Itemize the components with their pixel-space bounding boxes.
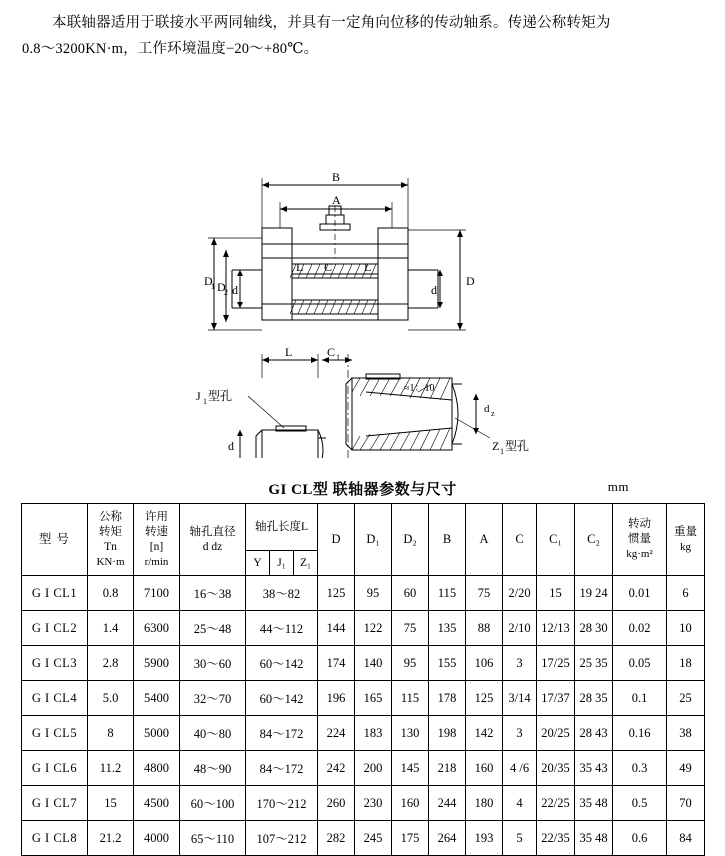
cell-bore-diameter: 40～80 — [180, 716, 246, 751]
cell-B: 155 — [429, 646, 466, 681]
cell-speed: 7100 — [134, 576, 180, 611]
cell-model: G I CL6 — [22, 751, 88, 786]
cell-A: 160 — [466, 751, 503, 786]
cell-torque: 21.2 — [88, 821, 134, 856]
cell-bore-length: 60～142 — [246, 646, 318, 681]
cell-D1: 95 — [355, 576, 392, 611]
svg-text:型孔: 型孔 — [208, 389, 233, 403]
cell-speed: 6300 — [134, 611, 180, 646]
cell-bore-diameter: 25～48 — [180, 611, 246, 646]
cell-A: 193 — [466, 821, 503, 856]
col-header-model: 型 号 — [22, 504, 88, 576]
cell-C1: 20/35 — [537, 751, 575, 786]
cell-bore-diameter: 48～90 — [180, 751, 246, 786]
cell-D: 224 — [318, 716, 355, 751]
table-row — [22, 611, 705, 646]
cell-weight: 49 — [667, 751, 705, 786]
dim-label-A: A — [332, 193, 341, 207]
cell-bore-diameter: 30～60 — [180, 646, 246, 681]
cell-C: 4 /6 — [503, 751, 537, 786]
cell-D2: 60 — [392, 576, 429, 611]
cell-D1: 122 — [355, 611, 392, 646]
cell-bore-diameter: 32～70 — [180, 681, 246, 716]
cell-D1: 140 — [355, 646, 392, 681]
table-row — [22, 576, 705, 611]
cell-B: 135 — [429, 611, 466, 646]
col-header-A: A — [466, 504, 503, 576]
col-header-bore-length: 轴孔长度L — [246, 504, 318, 551]
cell-bore-length: 170～212 — [246, 786, 318, 821]
cell-A: 75 — [466, 576, 503, 611]
svg-text:1: 1 — [211, 282, 215, 291]
cell-C2: 19 24 — [575, 576, 613, 611]
intro-line-2: 0.8～3200KN·m，工作环境温度−20～+80℃。 — [22, 41, 319, 57]
dim-label-L-right: L — [364, 260, 372, 274]
cell-torque: 0.8 — [88, 576, 134, 611]
cell-D1: 200 — [355, 751, 392, 786]
taper-label: ≈1：10 — [404, 383, 435, 394]
cell-inertia: 0.3 — [613, 751, 667, 786]
cell-C1: 12/13 — [537, 611, 575, 646]
cell-D: 196 — [318, 681, 355, 716]
cell-C1: 17/25 — [537, 646, 575, 681]
cell-B: 178 — [429, 681, 466, 716]
cell-C2: 35 43 — [575, 751, 613, 786]
cell-model: G I CL5 — [22, 716, 88, 751]
cell-C2: 25 35 — [575, 646, 613, 681]
cell-bore-length: 84～172 — [246, 716, 318, 751]
cell-inertia: 0.5 — [613, 786, 667, 821]
cell-weight: 6 — [667, 576, 705, 611]
table-row — [22, 786, 705, 821]
cell-C: 3 — [503, 716, 537, 751]
dim-label-d-left: d — [232, 283, 238, 297]
intro-line-1: 本联轴器适用于联接水平两同轴线，并具有一定角向位移的传动轴系。传递公称转矩为 — [52, 15, 611, 31]
cell-C: 4 — [503, 786, 537, 821]
cell-C: 2/10 — [503, 611, 537, 646]
cell-D: 260 — [318, 786, 355, 821]
cell-D: 282 — [318, 821, 355, 856]
cell-A: 88 — [466, 611, 503, 646]
cell-D1: 245 — [355, 821, 392, 856]
cell-torque: 1.4 — [88, 611, 134, 646]
cell-inertia: 0.16 — [613, 716, 667, 751]
cell-B: 244 — [429, 786, 466, 821]
cell-bore-diameter: 65～110 — [180, 821, 246, 856]
cell-B: 218 — [429, 751, 466, 786]
svg-text:型孔: 型孔 — [505, 439, 530, 453]
cell-inertia: 0.05 — [613, 646, 667, 681]
cell-inertia: 0.6 — [613, 821, 667, 856]
cell-model: G I CL2 — [22, 611, 88, 646]
table-caption — [0, 478, 725, 499]
cell-weight: 38 — [667, 716, 705, 751]
cell-speed: 4000 — [134, 821, 180, 856]
cell-D: 174 — [318, 646, 355, 681]
cell-D2: 75 — [392, 611, 429, 646]
cell-D1: 230 — [355, 786, 392, 821]
cell-A: 180 — [466, 786, 503, 821]
cell-bore-diameter: 16～38 — [180, 576, 246, 611]
cell-speed: 5000 — [134, 716, 180, 751]
col-header-bore-J1: J₁ — [270, 551, 294, 576]
col-header-bore-Z1: Z₁ — [294, 551, 318, 576]
svg-text:1: 1 — [203, 397, 207, 406]
cell-bore-length: 60～142 — [246, 681, 318, 716]
cell-D2: 115 — [392, 681, 429, 716]
cell-C2: 28 43 — [575, 716, 613, 751]
col-header-C: C — [503, 504, 537, 576]
cell-model: G I CL8 — [22, 821, 88, 856]
cell-A: 125 — [466, 681, 503, 716]
spec-table-container — [21, 503, 704, 856]
cell-C1: 20/25 — [537, 716, 575, 751]
cell-model: G I CL4 — [22, 681, 88, 716]
cell-C1: 22/25 — [537, 786, 575, 821]
col-header-bore-Y: Y — [246, 551, 270, 576]
col-header-D: D — [318, 504, 355, 576]
dim-label-C: C — [324, 260, 333, 274]
dim-label-D1: D — [204, 274, 213, 288]
cell-torque: 8 — [88, 716, 134, 751]
svg-text:2: 2 — [224, 288, 228, 297]
cell-speed: 5900 — [134, 646, 180, 681]
cell-C: 3/14 — [503, 681, 537, 716]
col-header-speed: 许用 转速 [n] r/min — [134, 504, 180, 576]
dim-label-d-right: d — [431, 283, 437, 297]
cell-weight: 84 — [667, 821, 705, 856]
table-row — [22, 646, 705, 681]
dim-label-B: B — [332, 170, 341, 184]
cell-D2: 160 — [392, 786, 429, 821]
cell-weight: 10 — [667, 611, 705, 646]
spec-table-body — [22, 576, 705, 856]
col-header-bore-diameter: 轴孔直径 d dz — [180, 504, 246, 576]
cell-C1: 15 — [537, 576, 575, 611]
coupling-spec-table — [21, 503, 705, 856]
cell-torque: 15 — [88, 786, 134, 821]
cell-C: 5 — [503, 821, 537, 856]
cell-C: 2/20 — [503, 576, 537, 611]
cell-inertia: 0.01 — [613, 576, 667, 611]
cell-B: 115 — [429, 576, 466, 611]
cell-model: G I CL1 — [22, 576, 88, 611]
cell-A: 142 — [466, 716, 503, 751]
svg-text:z: z — [491, 409, 495, 418]
cell-D2: 175 — [392, 821, 429, 856]
cell-D2: 145 — [392, 751, 429, 786]
cell-C2: 28 30 — [575, 611, 613, 646]
cell-D: 242 — [318, 751, 355, 786]
cell-C2: 35 48 — [575, 821, 613, 856]
cell-weight: 70 — [667, 786, 705, 821]
col-header-C2: C₂ — [575, 504, 613, 576]
col-header-B: B — [429, 504, 466, 576]
col-header-torque: 公称 转矩 Tn KN·m — [88, 504, 134, 576]
table-row — [22, 821, 705, 856]
table-row — [22, 681, 705, 716]
dim-label-C1: C — [327, 345, 336, 359]
table-row — [22, 751, 705, 786]
cell-model: G I CL3 — [22, 646, 88, 681]
coupling-technical-drawing — [0, 78, 725, 458]
cell-weight: 25 — [667, 681, 705, 716]
cell-torque: 5.0 — [88, 681, 134, 716]
dim-label-D: D — [466, 274, 475, 288]
cell-bore-diameter: 60～100 — [180, 786, 246, 821]
cell-inertia: 0.02 — [613, 611, 667, 646]
col-header-weight: 重量 kg — [667, 504, 705, 576]
cell-speed: 4500 — [134, 786, 180, 821]
cell-D: 144 — [318, 611, 355, 646]
cell-B: 264 — [429, 821, 466, 856]
intro-paragraph — [22, 10, 706, 62]
dim-label-d-lower: d — [228, 439, 234, 453]
cell-speed: 4800 — [134, 751, 180, 786]
col-header-C1: C₁ — [537, 504, 575, 576]
cell-D2: 95 — [392, 646, 429, 681]
table-title: GI CL型 联轴器参数与尺寸 — [268, 482, 457, 498]
cell-bore-length: 38～82 — [246, 576, 318, 611]
cell-A: 106 — [466, 646, 503, 681]
cell-D2: 130 — [392, 716, 429, 751]
table-unit-label: mm — [607, 479, 629, 494]
cell-D1: 183 — [355, 716, 392, 751]
cell-bore-length: 84～172 — [246, 751, 318, 786]
table-row — [22, 716, 705, 751]
dim-label-L-top: L — [285, 345, 293, 359]
hole-label-J1: J — [196, 389, 201, 403]
col-header-D2: D₂ — [392, 504, 429, 576]
cell-C1: 17/37 — [537, 681, 575, 716]
cell-C2: 28 35 — [575, 681, 613, 716]
cell-torque: 11.2 — [88, 751, 134, 786]
dim-label-D2: D — [217, 280, 226, 294]
cell-C2: 35 48 — [575, 786, 613, 821]
cell-weight: 18 — [667, 646, 705, 681]
col-header-D1: D₁ — [355, 504, 392, 576]
cell-bore-length: 44～112 — [246, 611, 318, 646]
cell-bore-length: 107～212 — [246, 821, 318, 856]
cell-C1: 22/35 — [537, 821, 575, 856]
cell-C: 3 — [503, 646, 537, 681]
cell-torque: 2.8 — [88, 646, 134, 681]
cell-inertia: 0.1 — [613, 681, 667, 716]
svg-text:1: 1 — [500, 447, 504, 456]
col-header-inertia: 转动 惯量 kg·m² — [613, 504, 667, 576]
cell-speed: 5400 — [134, 681, 180, 716]
cell-B: 198 — [429, 716, 466, 751]
cell-D: 125 — [318, 576, 355, 611]
dim-label-dz: d — [484, 403, 490, 415]
hole-label-Z1: Z — [492, 439, 500, 453]
dim-label-L-left: L — [296, 260, 304, 274]
cell-D1: 165 — [355, 681, 392, 716]
svg-text:1: 1 — [336, 353, 340, 362]
cell-model: G I CL7 — [22, 786, 88, 821]
